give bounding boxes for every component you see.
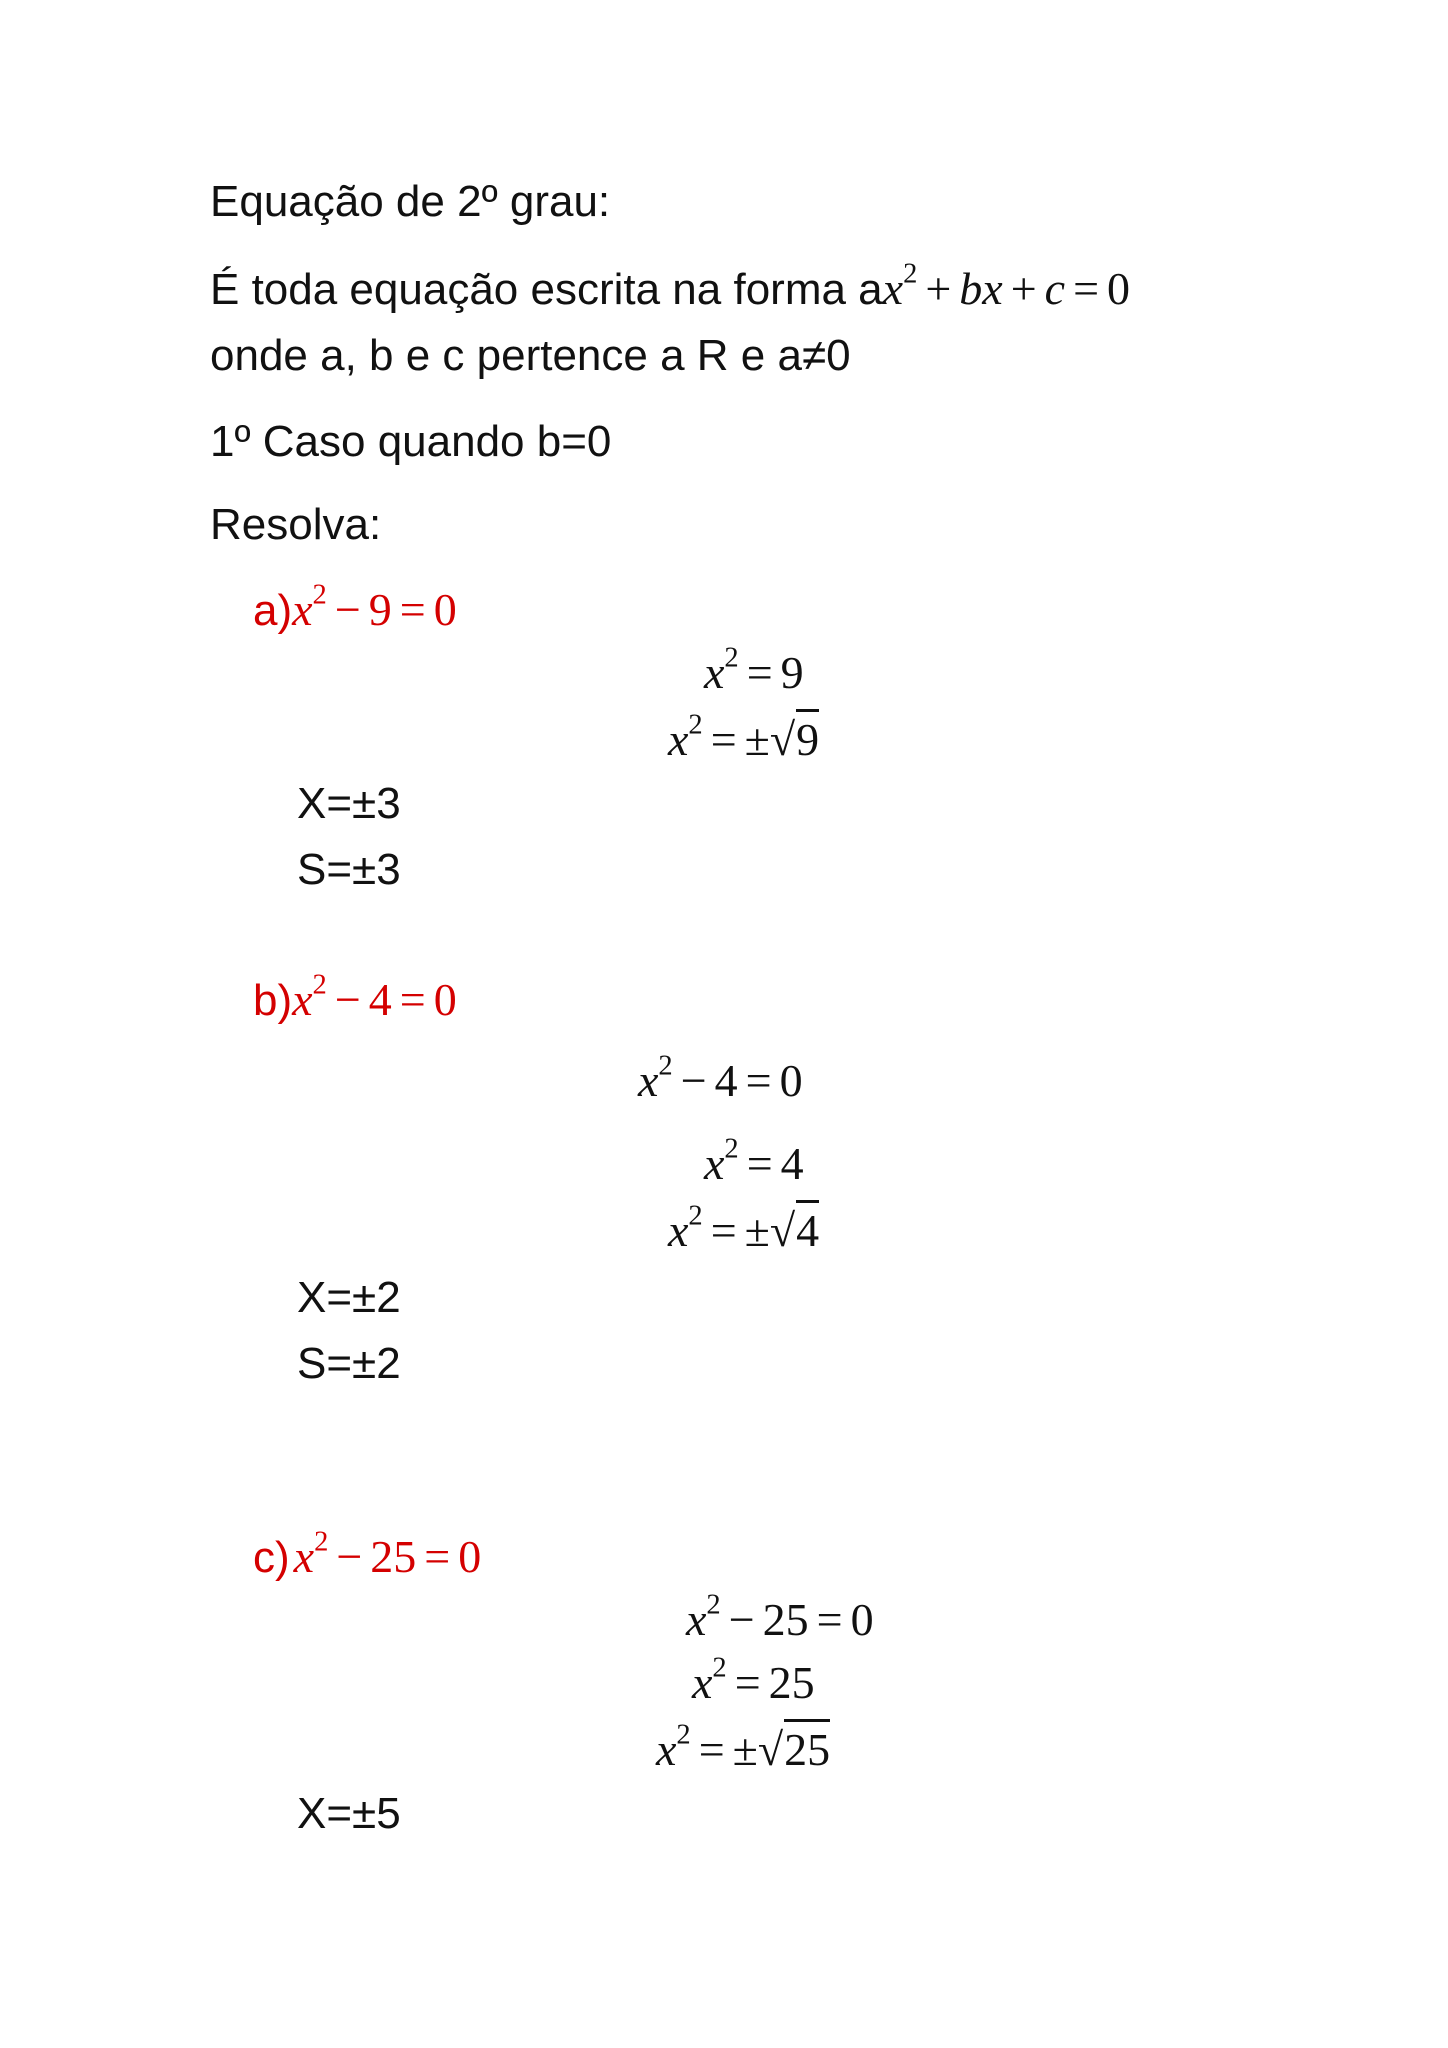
problem-a-answer-s: S=±3 xyxy=(297,845,401,894)
problem-a-statement: $a)x^2 - 9 = 0$ xyxy=(253,579,457,635)
problem-b-step-3: $x^2 = \pm√4$ xyxy=(668,1200,820,1256)
problem-b-label: b) xyxy=(253,976,293,1025)
instruction-resolva: Resolva: xyxy=(210,500,382,549)
definition-prefix: É toda equação escrita na forma a xyxy=(210,265,883,314)
radicand: 25 xyxy=(784,1719,830,1775)
problem-a-label: a) xyxy=(253,586,293,635)
page-title: Equação de 2º grau: xyxy=(210,177,611,226)
problem-b-answer-x: X=±2 xyxy=(297,1273,401,1322)
problem-b-statement: $b)x^2 - 4 = 0$ xyxy=(253,969,457,1025)
problem-b-step-2: $x^2 = 4$ xyxy=(704,1133,804,1189)
problem-c-step-1: $x^2 - 25 = 0$ xyxy=(686,1589,874,1645)
case-title: 1º Caso quando b=0 xyxy=(210,417,612,466)
problem-c-step-2: $x^2 = 25$ xyxy=(692,1652,815,1708)
problem-a-step-2: $x^2 = \pm√9$ xyxy=(668,709,820,765)
problem-b-answer-s: S=±2 xyxy=(297,1339,401,1388)
problem-c-label: c) xyxy=(253,1533,290,1582)
problem-b-step-1: $x^2 - 4 = 0$ xyxy=(638,1050,803,1106)
problem-a-step-1: $x^2 = 9$ xyxy=(704,642,804,698)
problem-a-answer-x: X=±3 xyxy=(297,779,401,828)
radicand: 9 xyxy=(796,709,819,765)
definition-line-2: onde a, b e c pertence a R e a≠0 xyxy=(210,331,851,380)
problem-c-step-3: $x^2 = \pm√25$ xyxy=(656,1719,831,1775)
definition-line-1 xyxy=(210,258,1131,314)
radicand: 4 xyxy=(796,1200,819,1256)
problem-c-statement: $c)x^2 - 25 = 0$ xyxy=(253,1526,482,1582)
definition-formula: $x^2$ + bx + c = 0 xyxy=(882,258,1131,314)
problem-c-answer-x: X=±5 xyxy=(297,1789,401,1838)
